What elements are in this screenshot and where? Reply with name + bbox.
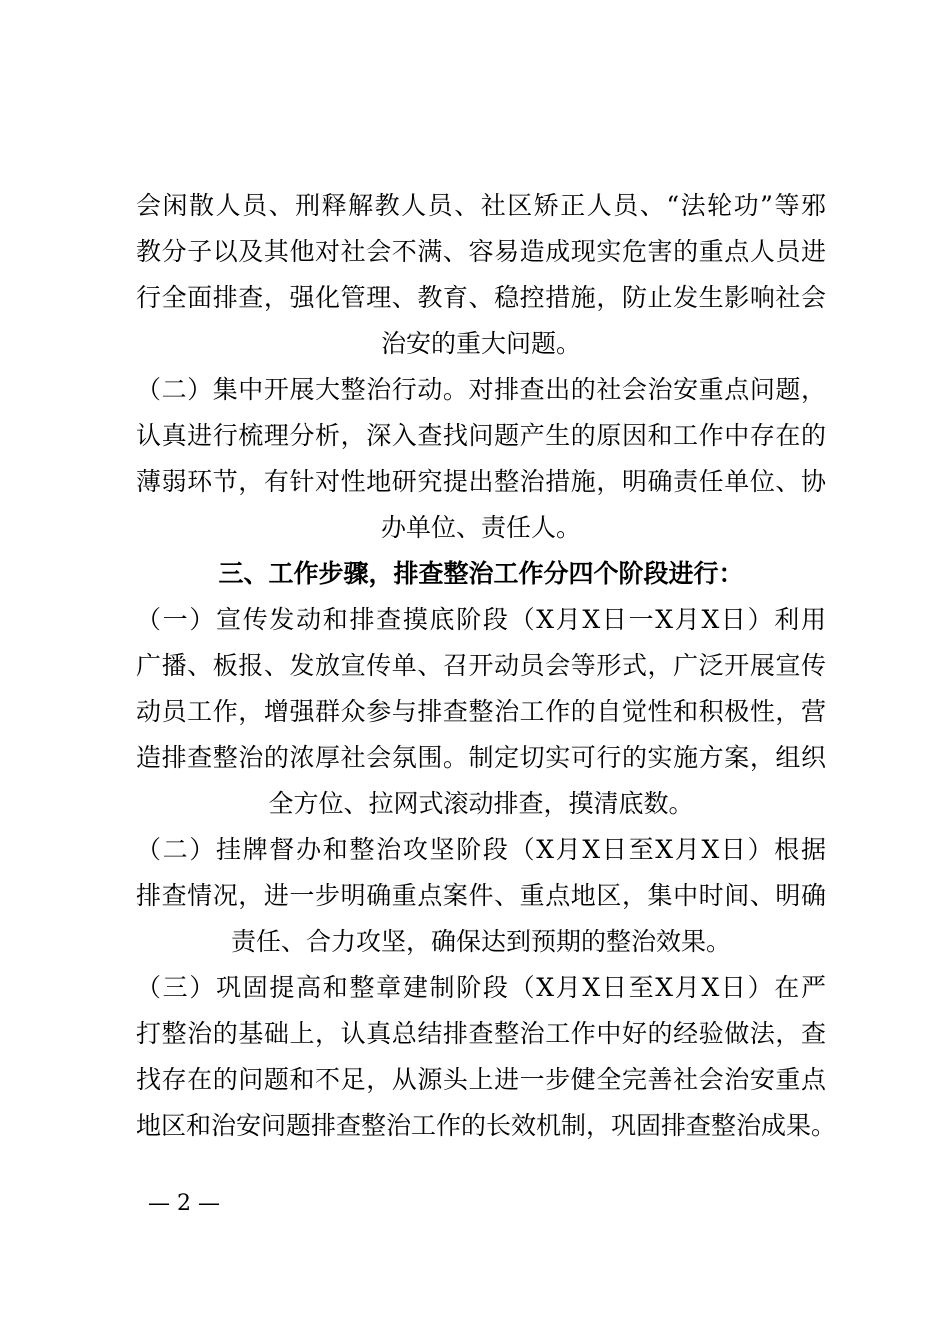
text-line: 会闲散人员、刑释解教人员、社区矫正人员、“法轮功”等邪 xyxy=(136,191,826,220)
text-line: 全方位、拉网式滚动排查，摸清底数。 xyxy=(268,789,694,818)
text-line: 动员工作，增强群众参与排查整治工作的自觉性和积极性，营 xyxy=(136,697,826,726)
paragraph-5 xyxy=(136,965,837,1149)
text-line: 地区和治安问题排查整治工作的长效机制，巩固排查整治成果。 xyxy=(136,1111,837,1140)
text-line: （三）巩固提高和整章建制阶段（X月X日至X月X日）在严 xyxy=(136,973,826,1002)
text-line: （二）集中开展大整治行动。对排查出的社会治安重点问题， xyxy=(136,375,826,404)
paragraph-3 xyxy=(136,597,826,827)
page-number: — 2 — xyxy=(148,1191,220,1216)
text-line: 排查情况，进一步明确重点案件、重点地区，集中时间、明确 xyxy=(136,881,826,910)
text-line: 找存在的问题和不足，从源头上进一步健全完善社会治安重点 xyxy=(136,1065,826,1094)
text-line: 责任、合力攻坚，确保达到预期的整治效果。 xyxy=(230,927,731,956)
paragraph-1 xyxy=(136,183,826,367)
text-line: 广播、板报、发放宣传单、召开动员会等形式，广泛开展宣传 xyxy=(136,651,826,680)
text-line: 打整治的基础上，认真总结排查整治工作中好的经验做法，查 xyxy=(136,1019,826,1048)
paragraph-2 xyxy=(136,367,826,551)
section-heading: 三、工作步骤，排查整治工作分四个阶段进行： xyxy=(218,559,744,588)
text-line: 办单位、责任人。 xyxy=(380,513,581,542)
text-line: 行全面排查，强化管理、教育、稳控措施，防止发生影响社会 xyxy=(136,283,826,312)
text-line: （一）宣传发动和排查摸底阶段（X月X日一X月X日）利用 xyxy=(136,605,826,634)
text-line: （二）挂牌督办和整治攻坚阶段（X月X日至X月X日）根据 xyxy=(136,835,826,864)
paragraph-4 xyxy=(136,827,826,965)
text-line: 造排查整治的浓厚社会氛围。制定切实可行的实施方案，组织 xyxy=(136,743,826,772)
text-line: 薄弱环节，有针对性地研究提出整治措施，明确责任单位、协 xyxy=(136,467,826,496)
text-line: 治安的重大问题。 xyxy=(380,329,581,358)
text-line: 教分子以及其他对社会不满、容易造成现实危害的重点人员进 xyxy=(136,237,826,266)
text-line: 认真进行梳理分析，深入查找问题产生的原因和工作中存在的 xyxy=(136,421,826,450)
